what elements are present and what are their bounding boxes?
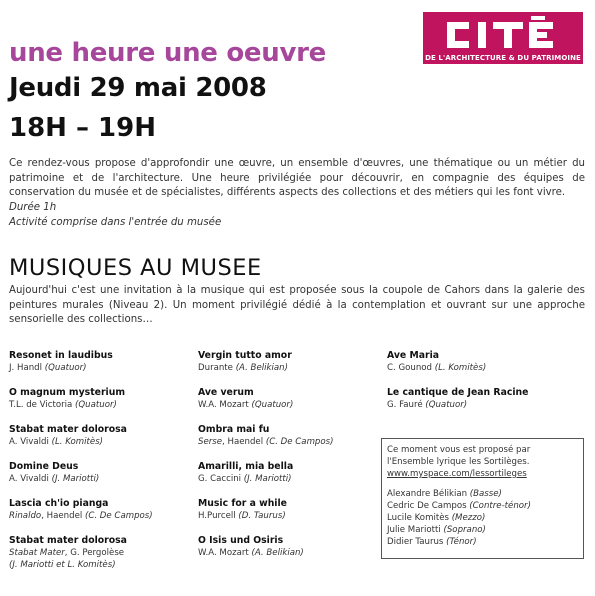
program-item xyxy=(9,423,189,460)
piece-title: Ave Maria xyxy=(387,350,440,361)
piece-title: Vergin tutto amor xyxy=(198,350,292,361)
piece-title: Domine Deus xyxy=(9,461,79,472)
program-item xyxy=(198,423,378,460)
ensemble-member: Cedric De Campos (Contre-ténor) xyxy=(387,501,531,511)
program-column-3 xyxy=(387,349,567,423)
intro-paragraph: Ce rendez-vous propose d'approfondir une œuvre, un ensemble d'œuvres, une thématique ou un métier du patrimoine et de l'architecture. Une heure privilégiée pour découvrir, en compagnie des équipes de conservation du musée et de spécialistes, différents aspects des collections et des métiers qui les font vivre. xyxy=(9,158,585,198)
piece-title: O magnum mysterium xyxy=(9,387,126,398)
piece-credit: J. Handl (Quatuor) xyxy=(9,363,87,373)
piece-credit: Stabat Mater, G. Pergolèse xyxy=(9,548,125,558)
program-item xyxy=(198,386,378,423)
piece-title: Amarilli, mia bella xyxy=(198,461,294,472)
program-item xyxy=(9,386,189,423)
ensemble-intro: Ce moment vous est proposé par l'Ensemble lyrique les Sortilèges. xyxy=(387,445,531,467)
piece-title: Le cantique de Jean Racine xyxy=(387,387,529,398)
event-date: Jeudi 29 mai 2008 xyxy=(9,73,267,103)
ensemble-info-box xyxy=(381,438,584,559)
piece-credit: Serse, Haendel (C. De Campos) xyxy=(198,437,334,447)
ensemble-website-link[interactable]: www.myspace.com/lessortileges xyxy=(387,469,527,479)
event-time: 18H – 19H xyxy=(9,113,156,143)
program-item xyxy=(9,460,189,497)
logo-tagline: DE L'ARCHITECTURE & DU PATRIMOINE xyxy=(425,54,581,62)
series-title: une heure une oeuvre xyxy=(9,38,326,68)
piece-credit: T.L. de Victoria (Quatuor) xyxy=(9,400,117,410)
program-item xyxy=(198,349,378,386)
program-item xyxy=(198,534,378,571)
program-item xyxy=(198,497,378,534)
piece-credit: Rinaldo, Haendel (C. De Campos) xyxy=(9,511,153,521)
ensemble-members xyxy=(387,488,579,548)
program-item xyxy=(387,386,567,423)
program-item xyxy=(9,349,189,386)
piece-credit: Durante (A. Belikian) xyxy=(198,363,288,373)
piece-credit: W.A. Mozart (Quatuor) xyxy=(198,400,294,410)
piece-credit: H.Purcell (D. Taurus) xyxy=(198,511,286,521)
piece-title: Ave verum xyxy=(198,387,254,398)
ensemble-member: Didier Taurus (Ténor) xyxy=(387,537,477,547)
piece-title: Resonet in laudibus xyxy=(9,350,113,361)
piece-title: Ombra mai fu xyxy=(198,424,270,435)
piece-title: Stabat mater dolorosa xyxy=(9,424,127,435)
cite-logo xyxy=(423,12,583,64)
piece-credit: G. Caccini (J. Mariotti) xyxy=(198,474,292,484)
piece-credit: W.A. Mozart (A. Belikian) xyxy=(198,548,304,558)
program-item xyxy=(198,460,378,497)
piece-credit: A. Vivaldi (L. Komitès) xyxy=(9,437,104,447)
piece-title: Music for a while xyxy=(198,498,287,509)
piece-credit: C. Gounod (L. Komitès) xyxy=(387,363,487,373)
piece-credit: G. Fauré (Quatuor) xyxy=(387,400,468,410)
section-paragraph: Aujourd'hui c'est une invitation à la musique qui est proposée sous la coupole de Cahors dans la galerie des peintures murales (Niveau 2). Un moment privilégié dédié à la contemplation et ouvrant sur une approche sensorielle des collections… xyxy=(9,285,585,325)
ensemble-member: Julie Mariotti (Soprano) xyxy=(387,525,486,535)
duration-note: Durée 1h xyxy=(9,202,57,213)
admission-note: Activité comprise dans l'entrée du musée xyxy=(9,217,222,228)
ensemble-member: Alexandre Bélikian (Basse) xyxy=(387,489,502,499)
piece-performers: (J. Mariotti et L. Komitès) xyxy=(9,560,116,570)
ensemble-member: Lucile Komitès (Mezzo) xyxy=(387,513,486,523)
cite-logo-mark xyxy=(423,12,583,54)
piece-title: Stabat mater dolorosa xyxy=(9,535,127,546)
program-item xyxy=(387,349,567,386)
piece-title: Lascia ch'io pianga xyxy=(9,498,109,509)
program-item xyxy=(9,534,189,571)
piece-credit: A. Vivaldi (J. Mariotti) xyxy=(9,474,100,484)
section-title: MUSIQUES AU MUSEE xyxy=(9,255,262,281)
program-column-2 xyxy=(198,349,378,571)
program-column-1 xyxy=(9,349,189,571)
piece-title: O Isis und Osiris xyxy=(198,535,284,546)
program-item xyxy=(9,497,189,534)
